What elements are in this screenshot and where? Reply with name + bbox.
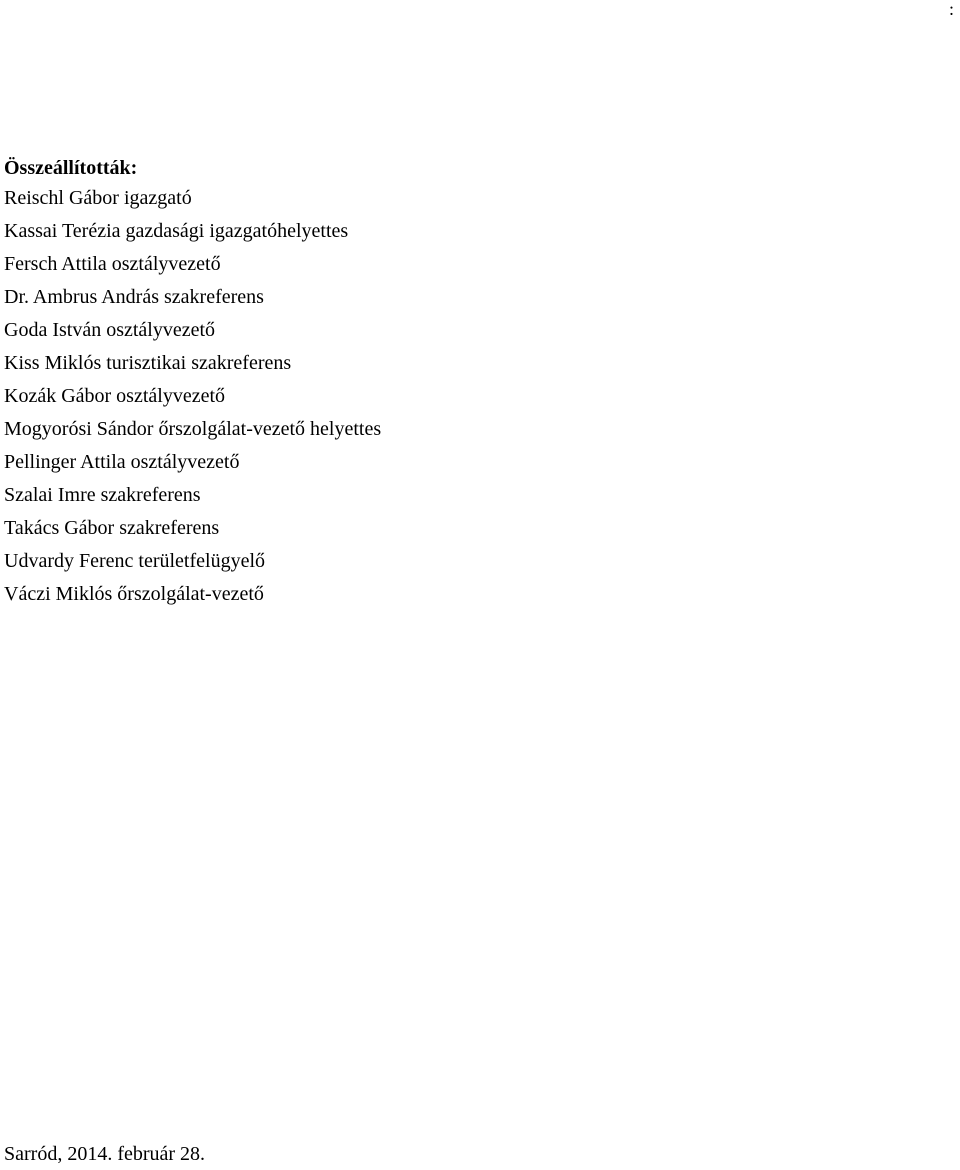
compilers-list <box>4 182 381 611</box>
compiler-entry: Kiss Miklós turisztikai szakreferens <box>4 352 292 374</box>
compiler-entry: Szalai Imre szakreferens <box>4 484 201 506</box>
compiler-entry: Mogyorósi Sándor őrszolgálat-vezető helyettes <box>4 418 382 440</box>
compiler-entry: Pellinger Attila osztályvezető <box>4 451 240 473</box>
place-and-date: Sarród, 2014. február 28. <box>4 1143 206 1165</box>
compiler-entry: Goda István osztályvezető <box>4 319 216 341</box>
compilers-heading: Összeállították: <box>4 157 138 179</box>
compiler-entry: Dr. Ambrus András szakreferens <box>4 286 264 308</box>
compiler-entry: Váczi Miklós őrszolgálat-vezető <box>4 583 264 605</box>
compiler-entry: Fersch Attila osztályvezető <box>4 253 221 275</box>
compiler-entry: Udvardy Ferenc területfelügyelő <box>4 550 266 572</box>
compiler-entry: Reischl Gábor igazgató <box>4 187 192 209</box>
compiler-entry: Kozák Gábor osztályvezető <box>4 385 226 407</box>
page-corner-mark: : <box>948 0 954 19</box>
compiler-entry: Takács Gábor szakreferens <box>4 517 220 539</box>
compiler-entry: Kassai Terézia gazdasági igazgatóhelyettes <box>4 220 349 242</box>
